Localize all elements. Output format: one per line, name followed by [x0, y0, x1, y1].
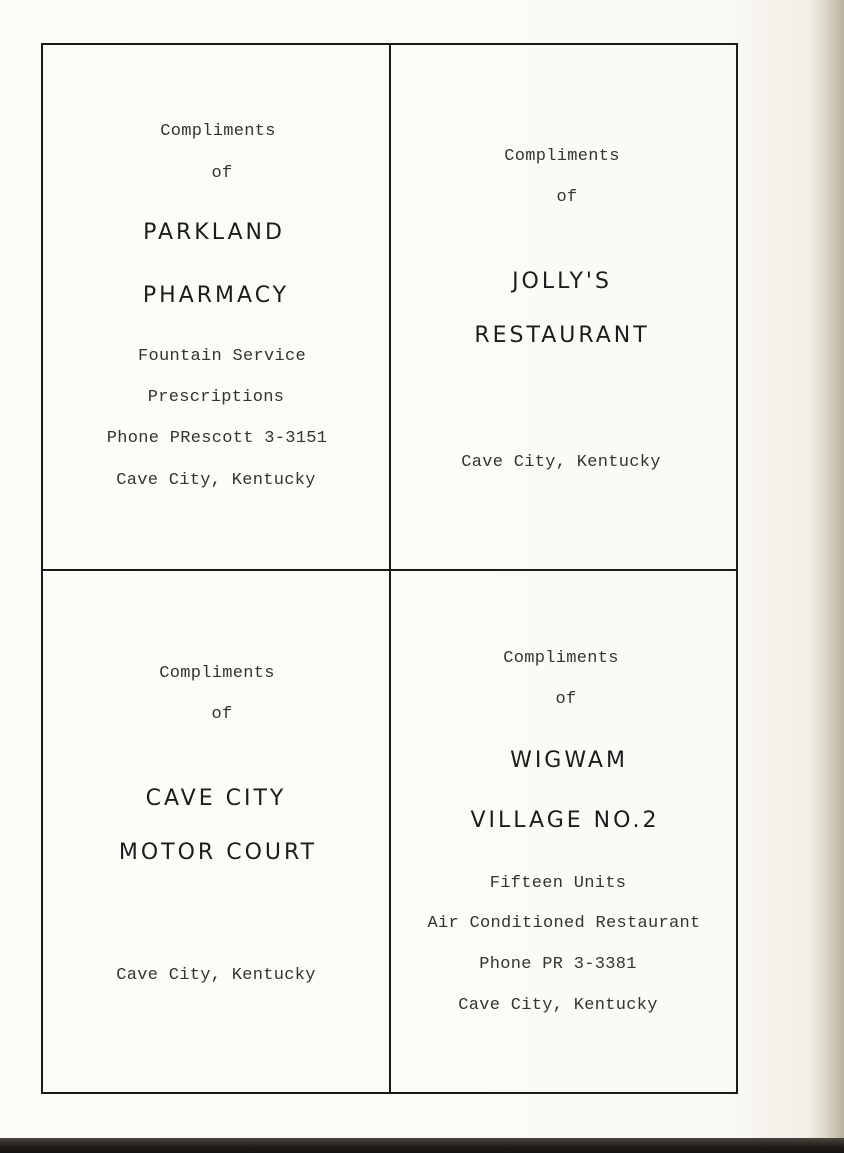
ad-compliments-text: Compliments: [504, 147, 620, 166]
ad-business-name-line2: VILLAGE NO.2: [470, 808, 660, 833]
page-binding-edge: [808, 0, 844, 1140]
ad-detail-line: Prescriptions: [147, 388, 285, 407]
ad-detail-line: Fountain Service: [137, 347, 307, 366]
ad-of-text: of: [211, 705, 233, 724]
ad-compliments-text: Compliments: [160, 122, 276, 141]
ad-business-name-line2: MOTOR COURT: [118, 840, 318, 865]
ad-detail-line: Fifteen Units: [489, 874, 627, 893]
ad-grid-horizontal-divider: [42, 569, 737, 571]
ad-detail-line: Cave City, Kentucky: [116, 966, 316, 985]
ad-business-name-line2: RESTAURANT: [474, 323, 650, 348]
ad-detail-line: Air Conditioned Restaurant: [427, 914, 701, 933]
ad-business-name-line1: JOLLY'S: [512, 269, 612, 294]
ad-business-name-line2: PHARMACY: [142, 283, 290, 308]
ad-business-name-line1: PARKLAND: [143, 220, 285, 245]
ad-detail-line: Cave City, Kentucky: [458, 996, 658, 1015]
ad-compliments-text: Compliments: [159, 664, 275, 683]
ad-compliments-text: Compliments: [503, 649, 619, 668]
ad-of-text: of: [556, 188, 578, 207]
ad-detail-line: Phone PRescott 3-3151: [106, 429, 328, 448]
ad-detail-line: Phone PR 3-3381: [479, 955, 637, 974]
ad-detail-line: Cave City, Kentucky: [461, 453, 661, 472]
ad-detail-line: Cave City, Kentucky: [116, 471, 316, 490]
ad-of-text: of: [555, 690, 577, 709]
ad-of-text: of: [211, 164, 233, 183]
ad-business-name-line1: CAVE CITY: [145, 786, 287, 811]
ad-business-name-line1: WIGWAM: [510, 748, 628, 773]
page-bottom-edge: [0, 1138, 844, 1153]
